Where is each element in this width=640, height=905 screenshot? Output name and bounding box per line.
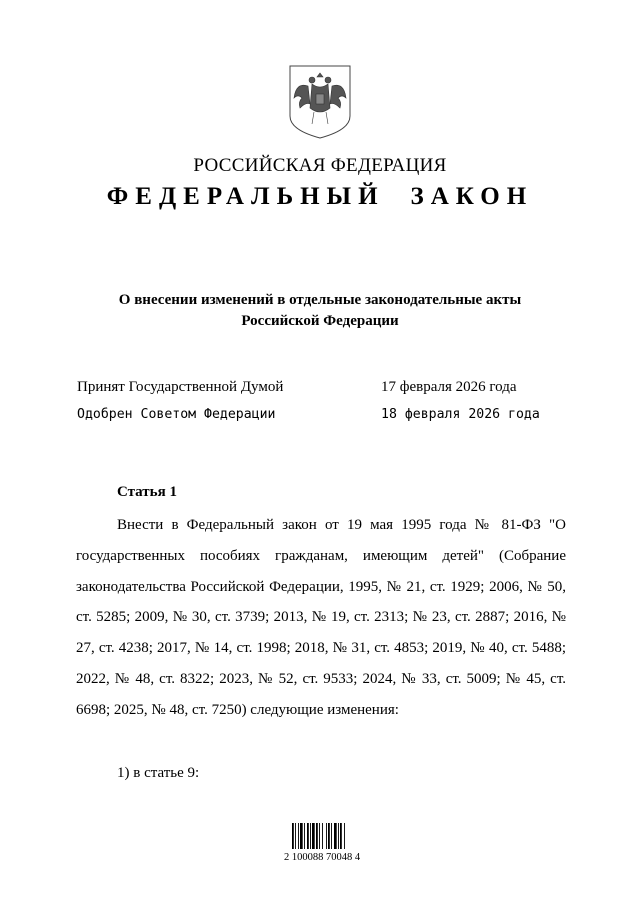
- barcode-bar: [292, 823, 294, 849]
- barcode-number: 2 100088 70048 4: [284, 852, 361, 863]
- duma-adoption-date: 17 февраля 2026 года: [381, 379, 517, 395]
- barcode-bar: [300, 823, 303, 849]
- barcode-bar: [319, 823, 320, 849]
- law-title-line-1: О внесении изменений в отдельные законодательные акты: [118, 292, 522, 308]
- barcode-bar: [312, 823, 315, 849]
- law-title: [110, 290, 530, 332]
- duma-adoption-label: Принят Государственной Думой: [77, 379, 284, 395]
- barcode-image: [291, 822, 355, 850]
- article-item-1: 1) в статье 9:: [117, 765, 200, 781]
- barcode-bar: [307, 823, 309, 849]
- country-name: РОССИЙСКАЯ ФЕДЕРАЦИЯ: [193, 155, 447, 176]
- barcode-bar: [338, 823, 339, 849]
- law-title-line-2: Российской Федерации: [241, 313, 399, 329]
- barcode-bar: [334, 823, 337, 849]
- barcode-bar: [298, 823, 299, 849]
- article-heading: Статья 1: [117, 484, 177, 500]
- barcode-bar: [316, 823, 318, 849]
- council-approval-label: Одобрен Советом Федерации: [77, 407, 276, 422]
- barcode-bar: [344, 823, 345, 849]
- barcode-bar: [328, 823, 330, 849]
- barcode-bar: [322, 823, 323, 849]
- barcode-bar: [304, 823, 305, 849]
- barcode-bar: [326, 823, 327, 849]
- barcode-bar: [310, 823, 311, 849]
- barcode-bar: [340, 823, 342, 849]
- document-type-word-1: ФЕДЕРАЛЬНЫЙ: [106, 183, 385, 210]
- barcode-bar: [331, 823, 332, 849]
- russian-coat-of-arms-icon: [288, 64, 352, 140]
- council-approval-date: 18 февраля 2026 года: [381, 407, 540, 422]
- document-type-word-2: ЗАКОН: [410, 183, 534, 210]
- article-paragraph: Внести в Федеральный закон от 19 мая 1995 года № 81-ФЗ "О государственных пособиях гражданам, имеющим детей" (Собрание законодательства Российской Федерации, 1995, № 21, ст. 1929; 2006, № 50, ст. 5285; 2009, № 30, ст. 3739; 2013, № 19, ст. 2313; № 23, ст. 2887; 2016, № 27, ст. 4238; 2017, № 14, ст. 1998; 2018, № 31, ст. 4853; 2019, № 40, ст. 5488; 2022, № 48, ст. 8322; 2023, № 52, ст. 9533; 2024, № 33, ст. 5009; № 45, ст. 6698; 2025, № 48, ст. 7250) следующие изменения:: [76, 517, 566, 718]
- barcode-bar: [295, 823, 296, 849]
- document-type: [0, 183, 640, 211]
